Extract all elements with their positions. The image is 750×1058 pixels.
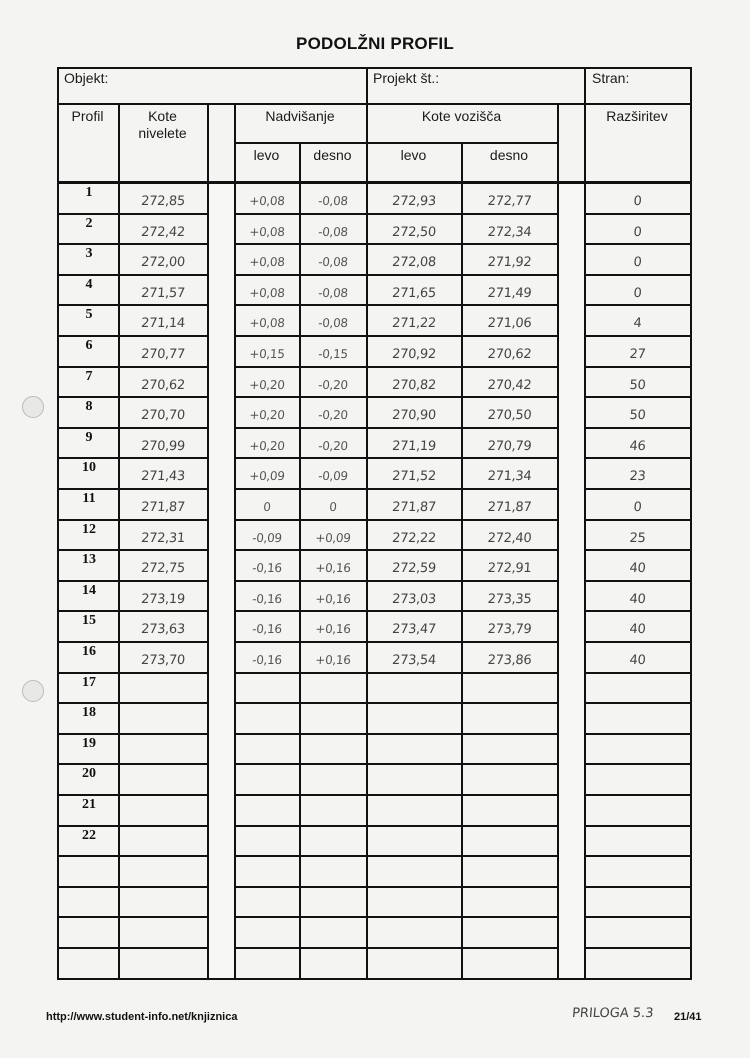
header-divider [366,67,368,103]
col-kote-vozisca-header: Kote vozišča [421,108,502,124]
col-profil-header: Profil [71,108,104,124]
cell-razsiritev[interactable]: 0 [632,224,643,240]
row-rule [584,243,690,245]
cell-kote-nivelete[interactable]: 271,57 [140,285,186,301]
table-border-right [690,67,692,980]
objekt-label: Objekt: [64,70,109,86]
cell-nadvisanje-desno[interactable]: -0,08 [317,316,349,331]
cell-kote-nivelete[interactable]: 273,63 [140,622,186,638]
row-rule [234,825,557,827]
row-rule [234,763,557,765]
cell-vozisce-desno[interactable]: 270,50 [487,408,532,424]
row-rule [57,641,207,643]
cell-vozisce-desno[interactable]: 270,62 [487,347,532,362]
handwritten-annex-note: PRILOGA 5.3 [571,1006,655,1021]
row-rule [234,886,557,888]
header-divider [584,67,586,103]
row-rule [584,396,690,398]
cell-vozisce-desno[interactable]: 272,40 [487,530,532,546]
cell-razsiritev[interactable]: 0 [632,500,643,515]
cell-nadvisanje-levo[interactable]: +0,15 [248,347,286,361]
cell-nadvisanje-levo[interactable]: +0,08 [248,194,286,208]
cell-razsiritev[interactable]: 4 [632,316,643,332]
cell-vozisce-levo[interactable]: 271,87 [391,500,437,515]
cell-vozisce-desno[interactable]: 272,34 [487,224,532,240]
row-rule [584,488,690,490]
cell-nadvisanje-levo[interactable]: +0,20 [248,377,286,392]
stran-label: Stran: [592,70,630,86]
cell-nadvisanje-desno[interactable]: -0,20 [317,438,349,453]
col-voz-levo-header: levo [400,147,427,163]
cell-nadvisanje-levo[interactable]: -0,16 [251,591,283,606]
profile-number: 7 [85,368,93,384]
page-title: PODOLŽNI PROFIL [296,34,454,53]
cell-vozisce-desno[interactable]: 271,49 [487,285,532,301]
row-rule [584,886,690,888]
row-rule [57,855,207,857]
cell-nadvisanje-levo[interactable]: -0,09 [251,530,283,545]
cell-nadvisanje-desno[interactable]: +0,16 [314,591,352,606]
row-rule [234,549,557,551]
spacer-column [209,184,234,978]
col-nad-desno-header: desno [313,147,352,163]
cell-kote-nivelete[interactable]: 270,77 [140,347,186,362]
cell-razsiritev[interactable]: 23 [628,469,646,485]
profile-number: 5 [85,307,93,323]
cell-razsiritev[interactable]: 25 [628,530,646,546]
row-rule [57,335,207,337]
cell-nadvisanje-desno[interactable]: -0,15 [317,347,349,361]
profile-number: 1 [85,185,93,200]
row-rule [234,580,557,582]
cell-vozisce-desno[interactable]: 270,42 [487,377,532,393]
row-rule [57,488,207,490]
col-nadvisanje-header: Nadvišanje [265,108,335,124]
row-rule [584,366,690,368]
cell-nadvisanje-levo[interactable]: -0,16 [251,561,283,576]
cell-vozisce-levo[interactable]: 272,59 [391,561,437,577]
row-rule [584,335,690,337]
row-rule [584,427,690,429]
cell-razsiritev[interactable]: 50 [628,408,646,424]
row-rule [57,457,207,459]
cell-nadvisanje-desno[interactable]: +0,16 [314,653,352,667]
cell-vozisce-levo[interactable]: 272,50 [391,224,437,240]
row-rule [234,610,557,612]
row-rule [584,794,690,796]
profile-number: 2 [85,215,93,231]
row-rule [234,366,557,368]
cell-vozisce-desno[interactable]: 271,34 [487,469,532,485]
row-rule [584,274,690,276]
profile-number: 22 [82,827,96,843]
cell-vozisce-levo[interactable]: 271,52 [391,469,437,485]
cell-vozisce-desno[interactable]: 270,79 [487,438,532,454]
col-kote-nivelete-line1: Kote [148,108,177,124]
cell-kote-nivelete[interactable]: 272,85 [140,194,186,209]
row-rule [234,335,557,337]
profile-number: 9 [85,429,93,445]
cell-kote-nivelete[interactable]: 273,19 [140,591,186,607]
cell-nadvisanje-desno[interactable]: -0,08 [317,194,349,208]
col-nad-levo-header: levo [253,147,280,163]
cell-kote-nivelete[interactable]: 270,99 [140,438,186,454]
page-number: 21/41 [674,1011,702,1023]
cell-vozisce-desno[interactable]: 273,86 [487,653,532,668]
cell-nadvisanje-levo[interactable]: +0,09 [248,469,286,484]
cell-kote-nivelete[interactable]: 272,00 [140,255,186,271]
row-rule [584,947,690,949]
cell-kote-nivelete[interactable]: 271,43 [140,469,186,485]
cell-nadvisanje-levo[interactable]: +0,20 [248,438,286,453]
row-rule [584,580,690,582]
row-rule [57,763,207,765]
row-rule [234,672,557,674]
cell-kote-nivelete[interactable]: 272,75 [140,561,186,577]
cell-nadvisanje-desno[interactable]: 0 [328,500,338,514]
table-border-bottom [57,978,692,980]
row-rule [234,641,557,643]
profile-number: 10 [82,460,96,476]
cell-nadvisanje-desno[interactable]: -0,08 [317,285,349,300]
cell-razsiritev[interactable]: 0 [632,255,643,271]
col-kote-nivelete-header [118,108,207,142]
cell-vozisce-levo[interactable]: 273,03 [391,591,437,607]
col-voz-desno-header: desno [489,147,529,163]
row-rule [584,213,690,215]
row-rule [234,947,557,949]
row-rule [584,457,690,459]
row-rule [57,304,207,306]
row-rule [584,610,690,612]
cell-nadvisanje-levo[interactable]: +0,08 [248,255,286,270]
row-rule [57,702,207,704]
profile-number: 6 [85,338,93,353]
row-rule [57,916,207,918]
cell-vozisce-desno[interactable]: 271,06 [487,316,532,332]
cell-kote-nivelete[interactable]: 272,31 [140,530,186,546]
header-rule [57,103,690,105]
cell-kote-nivelete[interactable]: 270,62 [140,377,186,393]
cell-nadvisanje-desno[interactable]: -0,08 [317,224,349,239]
col-kote-nivelete-line2: nivelete [138,125,187,141]
row-rule [57,733,207,735]
profile-number: 15 [82,613,96,629]
row-rule [584,672,690,674]
cell-razsiritev[interactable]: 50 [628,377,646,393]
cell-vozisce-levo[interactable]: 273,47 [391,622,437,638]
row-rule [584,641,690,643]
cell-razsiritev[interactable]: 40 [628,622,646,638]
row-rule [234,304,557,306]
cell-nadvisanje-desno[interactable]: -0,20 [317,377,349,392]
row-rule [584,855,690,857]
row-rule [234,855,557,857]
cell-kote-nivelete[interactable]: 270,70 [140,408,186,424]
row-rule [234,916,557,918]
cell-vozisce-desno[interactable]: 271,92 [487,255,532,271]
row-rule [57,274,207,276]
row-rule [234,488,557,490]
row-rule [57,580,207,582]
cell-vozisce-levo[interactable]: 271,22 [391,316,437,332]
cell-nadvisanje-levo[interactable]: 0 [262,500,272,514]
row-rule [234,702,557,704]
cell-vozisce-levo[interactable]: 272,08 [391,255,437,271]
cell-nadvisanje-levo[interactable]: +0,20 [248,408,286,423]
row-rule [584,519,690,521]
profile-number: 13 [82,552,96,568]
row-rule [57,549,207,551]
profile-number: 12 [82,521,96,537]
cell-kote-nivelete[interactable]: 271,14 [140,316,186,332]
cell-vozisce-levo[interactable]: 271,65 [391,285,437,301]
row-rule [584,763,690,765]
cell-kote-nivelete[interactable]: 272,42 [140,224,186,240]
body-top-rule [57,181,690,184]
row-rule [234,213,557,215]
spacer-column [559,184,584,978]
cell-razsiritev[interactable]: 0 [632,285,643,301]
cell-nadvisanje-levo[interactable]: +0,08 [248,224,286,239]
profile-number: 8 [85,399,93,415]
row-rule [584,825,690,827]
subheader-rule [234,142,557,144]
profile-number: 14 [82,582,96,598]
cell-nadvisanje-desno[interactable]: +0,09 [314,530,352,545]
profile-number: 21 [82,797,96,812]
cell-nadvisanje-levo[interactable]: +0,08 [248,316,286,331]
row-rule [234,457,557,459]
row-rule [234,274,557,276]
profile-number: 11 [82,491,96,506]
cell-vozisce-levo[interactable]: 271,19 [391,438,437,454]
projekt-label: Projekt št.: [373,70,440,86]
row-rule [57,947,207,949]
row-rule [57,886,207,888]
cell-kote-nivelete[interactable]: 273,70 [140,653,186,668]
cell-nadvisanje-levo[interactable]: -0,16 [251,622,283,637]
row-rule [57,427,207,429]
col-razsiritev-header: Razširitev [606,108,668,124]
cell-nadvisanje-desno[interactable]: +0,16 [314,622,352,637]
cell-vozisce-levo[interactable]: 272,93 [391,194,437,209]
row-rule [234,243,557,245]
cell-razsiritev[interactable]: 27 [628,347,646,362]
profile-number: 17 [82,674,96,690]
row-rule [234,519,557,521]
row-rule [584,304,690,306]
cell-vozisce-desno[interactable]: 273,79 [487,622,532,638]
row-rule [584,733,690,735]
row-rule [57,794,207,796]
cell-nadvisanje-desno[interactable]: -0,20 [317,408,349,423]
cell-kote-nivelete[interactable]: 271,87 [140,500,186,515]
cell-razsiritev[interactable]: 0 [632,194,643,209]
row-rule [584,916,690,918]
row-rule [234,427,557,429]
profile-number: 20 [82,766,96,782]
table-border-top [57,67,690,69]
row-rule [234,794,557,796]
row-rule [234,396,557,398]
cell-vozisce-levo[interactable]: 270,82 [391,377,437,393]
row-rule [57,396,207,398]
cell-vozisce-desno[interactable]: 273,35 [487,591,532,607]
cell-nadvisanje-levo[interactable]: -0,16 [251,653,283,667]
row-rule [584,702,690,704]
cell-vozisce-desno[interactable]: 271,87 [487,500,532,515]
cell-vozisce-desno[interactable]: 272,77 [487,194,532,209]
cell-vozisce-levo[interactable]: 270,90 [391,408,437,424]
cell-nadvisanje-levo[interactable]: +0,08 [248,285,286,300]
row-rule [57,243,207,245]
profile-number: 4 [85,276,93,292]
profile-number: 3 [85,246,93,262]
cell-nadvisanje-desno[interactable]: -0,09 [317,469,349,484]
cell-razsiritev[interactable]: 40 [628,591,646,607]
cell-vozisce-levo[interactable]: 270,92 [391,347,437,362]
cell-razsiritev[interactable]: 40 [628,561,646,577]
profile-number: 19 [82,735,96,751]
cell-vozisce-levo[interactable]: 272,22 [391,530,437,546]
row-rule [584,549,690,551]
cell-nadvisanje-desno[interactable]: +0,16 [314,561,352,576]
row-rule [57,610,207,612]
profile-number: 16 [82,644,96,659]
cell-nadvisanje-desno[interactable]: -0,08 [317,255,349,270]
footer-url: http://www.student-info.net/knjiznica [46,1011,238,1023]
cell-vozisce-desno[interactable]: 272,91 [487,561,532,577]
cell-razsiritev[interactable]: 46 [628,438,646,454]
row-rule [234,733,557,735]
cell-vozisce-levo[interactable]: 273,54 [391,653,437,668]
cell-razsiritev[interactable]: 40 [628,653,646,668]
profile-number: 18 [82,705,96,721]
